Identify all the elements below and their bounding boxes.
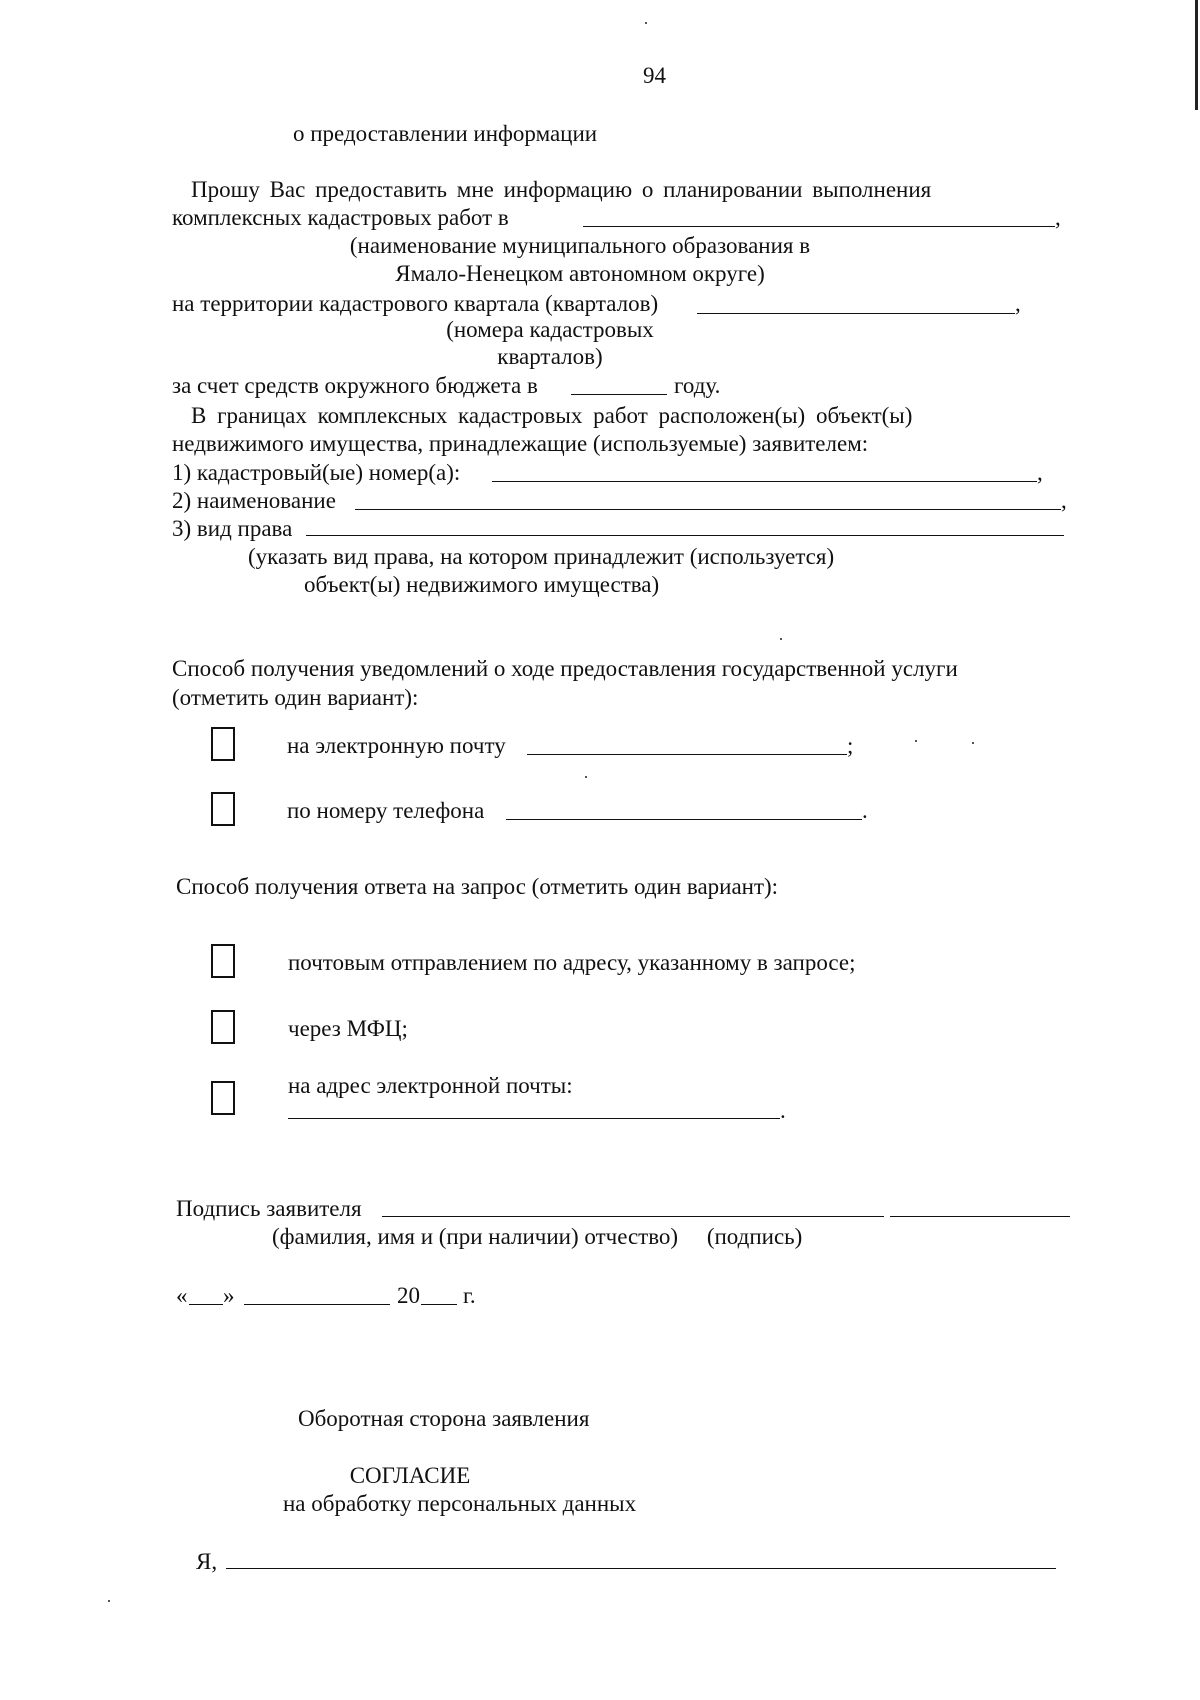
response-email-field[interactable] <box>288 1118 780 1119</box>
consent-i-label: Я, <box>196 1549 218 1574</box>
signature-label: Подпись заявителя <box>176 1196 362 1221</box>
period: . <box>862 798 868 823</box>
right-type-field[interactable] <box>306 535 1064 536</box>
hint-quarters-2: кварталов) <box>497 344 603 369</box>
response-email-checkbox[interactable] <box>211 1081 235 1115</box>
notifications-title-1: Способ получения уведомлений о ходе предоставления государственной услуги <box>172 656 958 681</box>
request-line-1: Прошу Вас предоставить мне информацию о планировании выполнения <box>191 177 932 202</box>
scan-speck <box>108 1600 110 1602</box>
comma: , <box>1015 291 1021 316</box>
response-mfc-checkbox[interactable] <box>211 1010 235 1044</box>
request-line-3: на территории кадастрового квартала (кварталов) <box>172 291 659 316</box>
comma: , <box>1055 205 1061 230</box>
page-number: 94 <box>643 63 666 88</box>
hint-right-2: объект(ы) недвижимого имущества) <box>304 572 660 597</box>
item-right-type: 3) вид права <box>172 516 293 541</box>
notify-phone-field[interactable] <box>506 819 862 820</box>
signature-hint: (фамилия, имя и (при наличии) отчество) (подпись) <box>272 1224 803 1249</box>
hint-municipality-2: Ямало-Ненецком автономном округе) <box>395 261 765 286</box>
comma: , <box>1037 460 1043 485</box>
scan-speck <box>585 776 587 778</box>
item-name: 2) наименование <box>172 488 336 513</box>
year-field[interactable] <box>571 394 667 395</box>
notify-phone-label: по номеру телефона <box>287 798 485 823</box>
notify-email-field[interactable] <box>527 754 847 755</box>
reverse-side-title: Оборотная сторона заявления <box>298 1406 590 1431</box>
response-mfc-label: через МФЦ; <box>288 1016 408 1041</box>
semicolon: ; <box>847 733 854 758</box>
scan-edge <box>1195 0 1198 110</box>
object-name-field[interactable] <box>355 509 1061 510</box>
hint-right-1: (указать вид права, на котором принадлежит (используется) <box>248 544 835 569</box>
request-line-6: недвижимого имущества, принадлежащие (используемые) заявителем: <box>172 431 869 456</box>
date-quote-close: » <box>223 1283 235 1308</box>
notify-email-label: на электронную почту <box>287 733 506 758</box>
municipality-field[interactable] <box>583 226 1055 227</box>
response-email-label: на адрес электронной почты: <box>288 1073 573 1098</box>
notify-email-checkbox[interactable] <box>211 727 235 761</box>
consent-title: СОГЛАСИЕ <box>349 1463 471 1488</box>
response-post-checkbox[interactable] <box>211 944 235 978</box>
scan-speck <box>915 740 917 742</box>
date-quote-open: « <box>176 1283 188 1308</box>
cadastral-number-field[interactable] <box>492 481 1037 482</box>
notifications-title-2: (отметить один вариант): <box>172 685 419 710</box>
request-line-5: В границах комплексных кадастровых работ расположен(ы) объект(ы) <box>191 403 913 428</box>
hint-municipality-1: (наименование муниципального образования в <box>349 233 811 258</box>
notify-phone-checkbox[interactable] <box>211 792 235 826</box>
request-line-4-end: году. <box>674 373 721 398</box>
date-year-field[interactable] <box>421 1304 457 1305</box>
date-year-suffix: г. <box>463 1283 476 1308</box>
response-title: Способ получения ответа на запрос (отметить один вариант): <box>176 874 779 899</box>
consent-name-field[interactable] <box>226 1568 1056 1569</box>
item-cadastral-number: 1) кадастровый(ые) номер(а): <box>172 460 461 485</box>
date-year-prefix: 20 <box>397 1283 420 1308</box>
response-post-label: почтовым отправлением по адресу, указанному в запросе; <box>288 950 856 975</box>
scan-speck <box>780 638 782 640</box>
period: . <box>780 1098 786 1123</box>
applicant-signature-field[interactable] <box>890 1216 1070 1217</box>
request-line-2: комплексных кадастровых работ в <box>172 205 509 230</box>
hint-quarters-1: (номера кадастровых <box>446 317 654 342</box>
date-month-field[interactable] <box>244 1304 390 1305</box>
request-line-4: за счет средств окружного бюджета в <box>172 373 538 398</box>
applicant-name-field[interactable] <box>382 1216 884 1217</box>
date-day-field[interactable] <box>189 1304 223 1305</box>
scan-speck <box>972 742 974 744</box>
page-heading: о предоставлении информации <box>293 121 598 146</box>
cadastral-quarters-field[interactable] <box>697 313 1015 314</box>
comma: , <box>1061 488 1067 513</box>
scan-speck <box>645 22 647 24</box>
consent-subtitle: на обработку персональных данных <box>283 1491 637 1516</box>
